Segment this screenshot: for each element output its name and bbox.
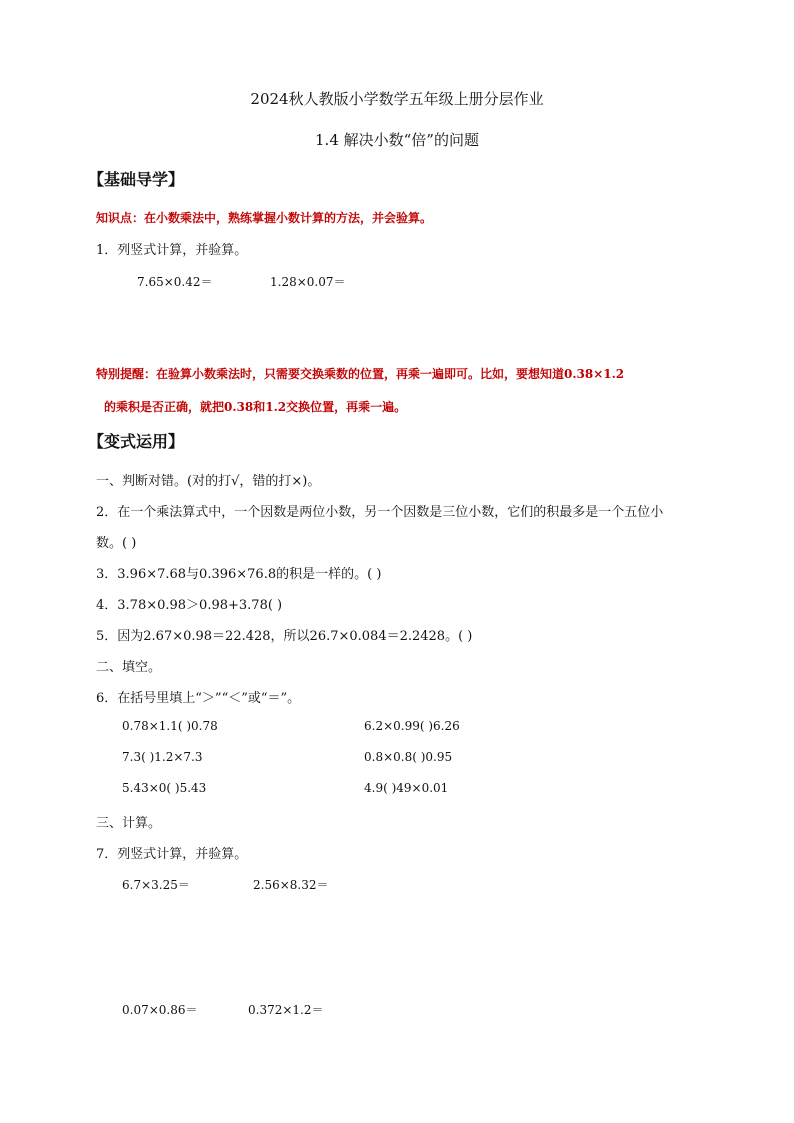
q1-expression-1: 7.65×0.42＝	[137, 275, 213, 289]
part-1-heading: 一、判断对错。(对的打√，错的打×)。	[96, 474, 321, 489]
q6-item-2: 6.2×0.99( )6.26	[364, 719, 460, 733]
question-7: 7．列竖式计算，并验算。	[96, 847, 248, 862]
question-2-line-1: 2．在一个乘法算式中，一个因数是两位小数，另一个因数是三位小数，它们的积最多是一个五位小	[96, 505, 664, 520]
q6-item-1: 0.78×1.1( )0.78	[122, 719, 218, 733]
q7-expression-1: 6.7×3.25＝	[122, 878, 190, 892]
lesson-subtitle: 1.4 解决小数“倍”的问题	[315, 131, 479, 149]
q1-expression-2: 1.28×0.07＝	[270, 275, 346, 289]
q7-expression-2: 2.56×8.32＝	[253, 878, 329, 892]
question-5: 5．因为2.67×0.98＝22.428，所以26.7×0.084＝2.2428。( )	[96, 629, 473, 644]
question-2-line-2: 数。( )	[96, 536, 137, 551]
part-3-heading: 三、计算。	[96, 816, 162, 831]
q6-item-4: 0.8×0.8( )0.95	[364, 750, 453, 764]
worksheet-title: 2024秋人教版小学数学五年级上册分层作业	[250, 90, 544, 108]
special-tip-line-2: 的乘积是否正确，就把0.38和1.2交换位置，再乘一遍。	[104, 400, 407, 414]
knowledge-point: 知识点：在小数乘法中，熟练掌握小数计算的方法，并会验算。	[96, 211, 433, 225]
q6-item-5: 5.43×0( )5.43	[122, 781, 207, 795]
section-heading-practice: 【变式运用】	[88, 432, 185, 451]
question-3: 3．3.96×7.68与0.396×76.8的积是一样的。( )	[96, 567, 382, 582]
question-1: 1．列竖式计算，并验算。	[96, 243, 248, 258]
section-heading-basics: 【基础导学】	[88, 170, 185, 189]
q6-item-3: 7.3( )1.2×7.3	[122, 750, 203, 764]
q7-expression-3: 0.07×0.86＝	[122, 1003, 198, 1017]
special-tip-line-1: 特别提醒：在验算小数乘法时，只需要交换乘数的位置，再乘一遍即可。比如，要想知道0.38×1.2	[96, 367, 625, 381]
q7-expression-4: 0.372×1.2＝	[248, 1003, 324, 1017]
question-6: 6．在括号里填上“＞”“＜”或“＝”。	[96, 691, 301, 706]
question-4: 4．3.78×0.98＞0.98+3.78( )	[96, 598, 283, 613]
q6-item-6: 4.9( )49×0.01	[364, 781, 449, 795]
part-2-heading: 二、填空。	[96, 660, 162, 675]
